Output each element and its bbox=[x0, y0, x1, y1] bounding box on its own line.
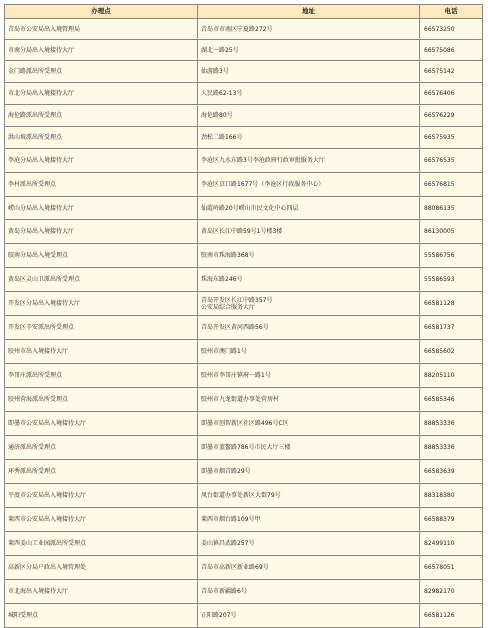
address-line: 即墨市创智新区社区路496号C区 bbox=[201, 420, 289, 427]
office-name-cell: 平度市公安局出入境接待大厅 bbox=[5, 484, 198, 508]
address-cell bbox=[198, 105, 420, 127]
address-cell bbox=[198, 127, 420, 149]
office-name-cell: 莱西市公安局出入境接待大厅 bbox=[5, 508, 198, 532]
table-row bbox=[5, 460, 483, 484]
table-row bbox=[5, 268, 483, 292]
table-row bbox=[5, 292, 483, 316]
table-row bbox=[5, 556, 483, 580]
address-line: 青岛市新疆路6号 bbox=[201, 588, 247, 595]
office-name-cell: 黄岛分局出入境接待大厅 bbox=[5, 220, 198, 244]
address-line: 仙游路3号 bbox=[201, 68, 229, 75]
office-name-cell: 胶州营海派出所受理点 bbox=[5, 388, 198, 412]
address-cell bbox=[198, 173, 420, 197]
address-cell bbox=[198, 340, 420, 364]
office-name-cell: 洪山坡派出所受理点 bbox=[5, 127, 198, 149]
phone-cell: 66581737 bbox=[420, 316, 483, 340]
table-row bbox=[5, 364, 483, 388]
office-name-cell: 高新区分局户政出入境管理处 bbox=[5, 556, 198, 580]
table-row bbox=[5, 173, 483, 197]
address-cell bbox=[198, 556, 420, 580]
phone-cell: 55586756 bbox=[420, 244, 483, 268]
office-name-cell: 市北分局出入境接待大厅 bbox=[5, 83, 198, 105]
phone-cell: 66576229 bbox=[420, 105, 483, 127]
phone-cell: 66578051 bbox=[420, 556, 483, 580]
address-line: 莱西市烟台路109号甲 bbox=[201, 516, 261, 523]
table-row bbox=[5, 105, 483, 127]
table-row bbox=[5, 127, 483, 149]
phone-cell: 66575142 bbox=[420, 61, 483, 83]
phone-cell: 88318380 bbox=[420, 484, 483, 508]
office-name-cell: 环秀派出所受理点 bbox=[5, 460, 198, 484]
address-line: 青岛开发区黄河西路56号 bbox=[201, 324, 269, 331]
table-row bbox=[5, 436, 483, 460]
address-cell bbox=[198, 40, 420, 61]
phone-cell: 88205110 bbox=[420, 364, 483, 388]
address-line: 海伦路80号 bbox=[201, 112, 233, 119]
address-cell bbox=[198, 436, 420, 460]
phone-cell: 66581126 bbox=[420, 604, 483, 628]
office-contact-table bbox=[4, 4, 483, 628]
address-cell bbox=[198, 484, 420, 508]
phone-cell: 88086135 bbox=[420, 197, 483, 220]
address-line: 人民路62-13号 bbox=[201, 90, 243, 97]
phone-cell: 66575086 bbox=[420, 40, 483, 61]
table-row bbox=[5, 412, 483, 436]
table-row bbox=[5, 61, 483, 83]
address-cell bbox=[198, 316, 420, 340]
header-office: 办理点 bbox=[5, 5, 198, 19]
address-cell bbox=[198, 388, 420, 412]
address-line: 胶州市澳门路1号 bbox=[201, 348, 247, 355]
address-line: 即墨市烟青路29号 bbox=[201, 468, 251, 475]
phone-cell: 66576815 bbox=[420, 173, 483, 197]
address-line: 湖北一路25号 bbox=[201, 46, 239, 54]
address-line: 李沧区九水东路3号李沧政府行政审批服务大厅 bbox=[201, 157, 325, 164]
office-name-cell: 李村派出所受理点 bbox=[5, 173, 198, 197]
contact-table-sheet bbox=[4, 4, 482, 628]
address-line: 黄岛区长江中路59号1号楼3楼 bbox=[201, 228, 283, 235]
address-cell bbox=[198, 460, 420, 484]
table-header-row bbox=[5, 5, 483, 19]
table-row bbox=[5, 484, 483, 508]
header-phone: 电话 bbox=[420, 5, 483, 19]
table-row bbox=[5, 316, 483, 340]
address-line: 胶州市九龙街道办事处营房村 bbox=[201, 396, 280, 403]
office-name-cell: 开发区分局出入境接待大厅 bbox=[5, 292, 198, 316]
address-cell bbox=[198, 244, 420, 268]
phone-cell: 66581128 bbox=[420, 292, 483, 316]
office-name-cell: 开发区辛安派出所受理点 bbox=[5, 316, 198, 340]
phone-cell: 55586593 bbox=[420, 268, 483, 292]
address-cell bbox=[198, 149, 420, 173]
phone-cell: 88853336 bbox=[420, 412, 483, 436]
address-cell bbox=[198, 364, 420, 388]
table-row bbox=[5, 340, 483, 364]
address-cell bbox=[198, 412, 420, 436]
table-row bbox=[5, 19, 483, 40]
office-name-cell: 金门路派出所受理点 bbox=[5, 61, 198, 83]
phone-cell: 66576535 bbox=[420, 149, 483, 173]
office-name-cell: 黄岛区灵山卫派出所受理点 bbox=[5, 268, 198, 292]
address-line: 青岛市高新区新业路69号 bbox=[201, 564, 269, 571]
address-cell bbox=[198, 292, 420, 316]
address-line: 青岛开发区长江中路357号 bbox=[201, 296, 273, 304]
phone-cell: 66573250 bbox=[420, 19, 483, 40]
table-row bbox=[5, 388, 483, 412]
address-cell bbox=[198, 220, 420, 244]
office-name-cell: 市南分局出入境接待大厅 bbox=[5, 40, 198, 61]
address-line: 珠海东路246号 bbox=[201, 276, 243, 283]
address-line: 仙霞岭路20号崂山市民文化中心四层 bbox=[201, 204, 299, 212]
phone-cell: 66585602 bbox=[420, 340, 483, 364]
office-name-cell: 市北海出入境接待大厅 bbox=[5, 580, 198, 604]
office-name-cell: 崂山分局出入境接待大厅 bbox=[5, 197, 198, 220]
address-line: 胶州市李哥庄镇府一路1号 bbox=[201, 372, 271, 379]
table-row bbox=[5, 244, 483, 268]
address-cell bbox=[198, 83, 420, 105]
address-cell bbox=[198, 197, 420, 220]
office-name-cell: 海伦路派出所受理点 bbox=[5, 105, 198, 127]
office-name-cell: 即墨市公安局出入境接待大厅 bbox=[5, 412, 198, 436]
address-cell bbox=[198, 61, 420, 83]
address-cell bbox=[198, 508, 420, 532]
office-name-cell: 胶南分局出入境受理点 bbox=[5, 244, 198, 268]
table-row bbox=[5, 149, 483, 173]
address-line: 凤台街道办事处新区大街79号 bbox=[201, 492, 281, 499]
phone-cell: 82982170 bbox=[420, 580, 483, 604]
office-name-cell: 通济派出所受理点 bbox=[5, 436, 198, 460]
table-row bbox=[5, 197, 483, 220]
phone-cell: 66588379 bbox=[420, 508, 483, 532]
office-name-cell: 莱西姜山工业园派出所受理点 bbox=[5, 532, 198, 556]
table-row bbox=[5, 83, 483, 105]
phone-cell: 66575935 bbox=[420, 127, 483, 149]
address-line: 即墨市蓝鳌路786号市民大厅三楼 bbox=[201, 444, 291, 451]
address-cell bbox=[198, 532, 420, 556]
office-name-cell: 胶州市出入境接待大厅 bbox=[5, 340, 198, 364]
header-address: 地址 bbox=[198, 5, 420, 19]
table-row bbox=[5, 532, 483, 556]
address-line: 劲松二路166号 bbox=[201, 134, 243, 141]
table-row bbox=[5, 604, 483, 628]
phone-cell: 82499110 bbox=[420, 532, 483, 556]
address-line: 公安局综合服务大厅 bbox=[201, 303, 256, 311]
office-name-cell: 青岛市公安局出入境管理局 bbox=[5, 19, 198, 40]
phone-cell: 66585346 bbox=[420, 388, 483, 412]
table-row bbox=[5, 220, 483, 244]
office-name-cell: 李哥庄派出所受理点 bbox=[5, 364, 198, 388]
table-row bbox=[5, 40, 483, 61]
address-cell bbox=[198, 19, 420, 40]
address-line: 李沧区京口路1677号（李沧区行政服务中心） bbox=[201, 181, 325, 188]
address-cell bbox=[198, 268, 420, 292]
address-line: 姜山镇昌武路257号 bbox=[201, 540, 255, 547]
phone-cell: 66583639 bbox=[420, 460, 483, 484]
address-cell bbox=[198, 604, 420, 628]
phone-cell: 88853336 bbox=[420, 436, 483, 460]
address-line: 胶南市珠海路368号 bbox=[201, 252, 255, 259]
address-line: 正阳路207号 bbox=[201, 612, 237, 619]
office-name-cell: 城阳受理点 bbox=[5, 604, 198, 628]
phone-cell: 86130005 bbox=[420, 220, 483, 244]
table-row bbox=[5, 508, 483, 532]
office-name-cell: 李沧分局出入境接待大厅 bbox=[5, 149, 198, 173]
phone-cell: 66576406 bbox=[420, 83, 483, 105]
address-line: 青岛市市南区宁夏路272号 bbox=[201, 25, 273, 33]
